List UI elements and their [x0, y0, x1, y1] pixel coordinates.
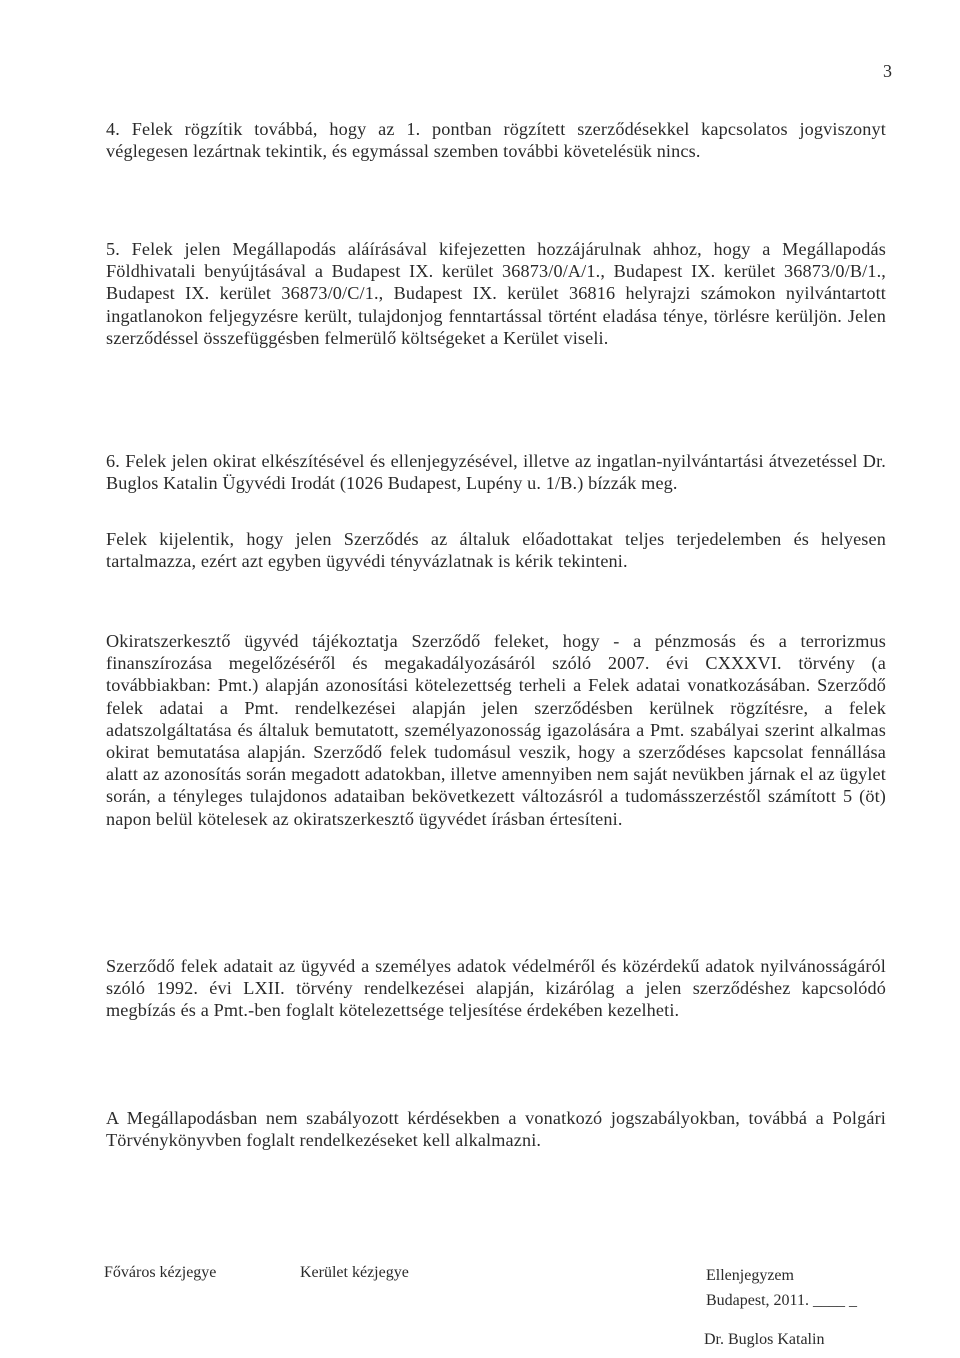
- paragraph-6-text: 6. Felek jelen okirat elkészítésével és ellenjegyzésével, illetve az ingatlan-nyilvántartási átvezetéssel Dr. Buglos Katalin Ügyvédi Irodát (1026 Budapest, Lupény u. 1/B.) bízzák meg.: [106, 451, 886, 494]
- signature-label-kerulet: Kerület kézjegye: [300, 1264, 409, 1281]
- paragraph-5: [106, 238, 886, 349]
- countersign-place-date: Budapest, 2011. ____ _: [706, 1292, 857, 1309]
- paragraph-money-laundering-notice: [106, 630, 886, 830]
- countersign-label: Ellenjegyzem: [706, 1267, 794, 1284]
- paragraph-money-laundering-text: Okiratszerkesztő ügyvéd tájékoztatja Szerződő feleket, hogy - a pénzmosás és a terrorizmus finanszírozása megelőzéséről és megakadályozásáról szóló 2007. évi CXXXVI. törvény (a továbbiakban: Pmt.) alapján azonosítási kötelezettség terheli a Felek adatai vonatkozásában. Szerződő felek adatai a Pmt. rendelkezései alapján jelen szerződésben kerülnek rögzítésre, a felek adatszolgáltatása és általuk bemutatott, személyazonosság igazolására a Pmt. szabályai szerint alkalmas okirat bemutatása alapján. Szerződő felek tudomásul veszik, hogy a szerződéses kapcsolat fennállása alatt az azonosítás során megadott adatokban, illetve amennyiben nem saját nevükben járnak el az ügylet során, a tényleges tulajdonos adataiban bekövetkezett változásról a tudomásszerzéstől számított 5 (öt) napon belül kötelesek az okiratszerkesztő ügyvédet írásban értesíteni.: [106, 631, 886, 829]
- paragraph-4-text: 4. Felek rögzítik továbbá, hogy az 1. pontban rögzített szerződésekkel kapcsolatos jogviszonyt véglegesen lezártnak tekintik, és egymással szemben további követelésük nincs.: [106, 119, 886, 162]
- paragraph-data-protection: [106, 955, 886, 1022]
- paragraph-data-protection-text: Szerződő felek adatait az ügyvéd a személyes adatok védelméről és közérdekű adatok nyilvánosságáról szóló 1992. évi LXII. törvény rendelkezései alapján, kizárólag a jelen szerződéshez kapcsolódó megbízás és a Pmt.-ben foglalt kötelezettsége teljesítése érdekében kezelheti.: [106, 956, 886, 1021]
- paragraph-4: [106, 118, 886, 162]
- paragraph-6-declaration-text: Felek kijelentik, hogy jelen Szerződés az általuk előadottakat teljes terjedelemben és helyesen tartalmazza, ezért azt egyben ügyvédi tényvázlatnak is kérik tekinteni.: [106, 529, 886, 572]
- signature-label-fovaros: Főváros kézjegye: [104, 1264, 217, 1281]
- countersign-lawyer-name: Dr. Buglos Katalin: [704, 1331, 825, 1348]
- paragraph-5-text: 5. Felek jelen Megállapodás aláírásával kifejezetten hozzájárulnak ahhoz, hogy a Megállapodás Földhivatali benyújtásával a Budapest IX. kerület 36873/0/A/1., Budapest IX. kerület 36873/0/B/1., Budapest IX. kerület 36873/0/C/1., Budapest IX. kerület 36816 helyrajzi számokon nyilvántartott ingatlanokon feljegyzésre került, tulajdonjog fenntartással történt eladása ténye, törlésre kerüljön. Jelen szerződéssel összefüggésben felmerülő költségeket a Kerület viseli.: [106, 239, 886, 348]
- page-number: 3: [883, 61, 892, 81]
- paragraph-closing-clause-text: A Megállapodásban nem szabályozott kérdésekben a vonatkozó jogszabályokban, továbbá a Polgári Törvénykönyvben foglalt rendelkezéseket kell alkalmazni.: [106, 1108, 886, 1151]
- paragraph-closing-clause: [106, 1107, 886, 1151]
- paragraph-6-declaration: [106, 528, 886, 572]
- paragraph-6: [106, 450, 886, 494]
